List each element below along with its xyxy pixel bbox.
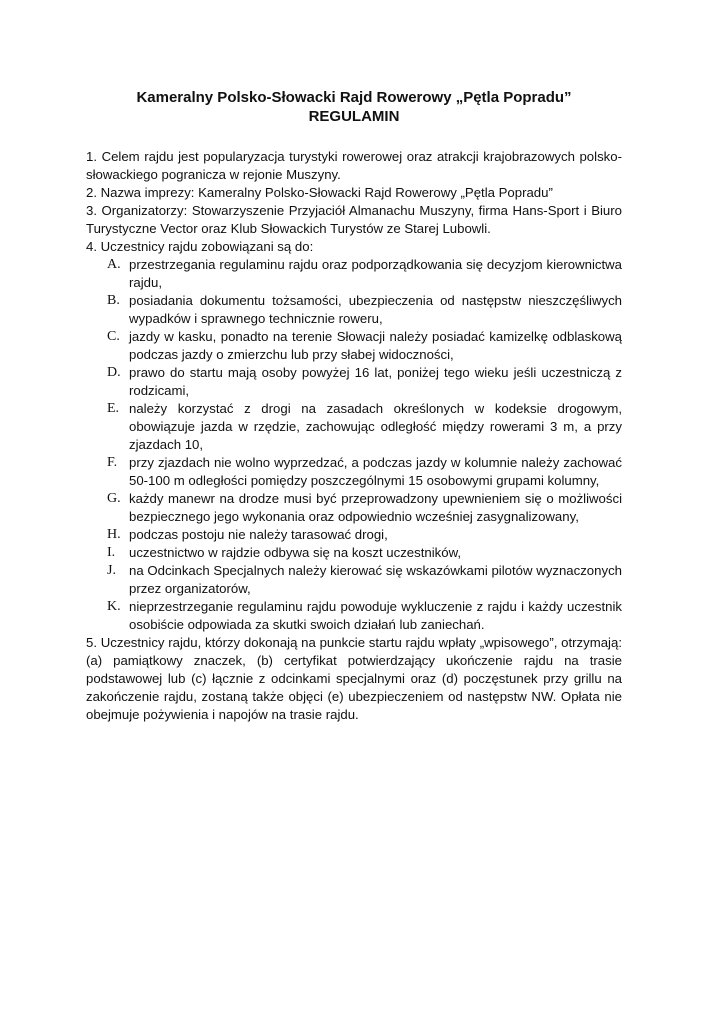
list-item xyxy=(86,364,622,400)
list-marker: F. xyxy=(107,455,118,470)
list-item xyxy=(86,490,622,526)
list-item-text: prawo do startu mają osoby powyżej 16 lat, poniżej tego wieku jeśli uczestniczą z rodzicami, xyxy=(129,365,622,398)
list-item-text: przestrzegania regulaminu rajdu oraz podporządkowania się decyzjom kierownictwa rajdu, xyxy=(129,257,622,290)
list-item-text: nieprzestrzeganie regulaminu rajdu powoduje wykluczenie z rajdu i każdy uczestnik osobiście odpowiada za skutki swoich działań lub zaniechań. xyxy=(129,599,622,632)
list-item xyxy=(86,454,622,490)
obligations-list xyxy=(86,256,622,634)
document-title: Kameralny Polsko-Słowacki Rajd Rowerowy „Pętla Popradu” xyxy=(136,89,572,106)
list-marker: J. xyxy=(107,563,116,578)
paragraph-4: 4. Uczestnicy rajdu zobowiązani są do: xyxy=(86,239,314,254)
list-marker: D. xyxy=(107,365,121,380)
list-marker: K. xyxy=(107,599,121,614)
list-marker: G. xyxy=(107,491,121,506)
list-item-text: jazdy w kasku, ponadto na terenie Słowacji należy posiadać kamizelkę odblaskową podczas jazdy o zmierzchu lub przy słabej widoczności, xyxy=(129,329,622,362)
list-item-text: każdy manewr na drodze musi być przeprowadzony upewnieniem się o możliwości bezpiecznego jego wykonania oraz odpowiednio wcześniej zasygnalizowany, xyxy=(129,491,622,524)
list-item xyxy=(86,562,622,598)
list-item xyxy=(86,400,622,454)
list-item-text: na Odcinkach Specjalnych należy kierować się wskazówkami pilotów wyznaczonych przez organizatorów, xyxy=(129,563,622,596)
list-marker: E. xyxy=(107,401,120,416)
list-item-text: uczestnictwo w rajdzie odbywa się na koszt uczestników, xyxy=(129,545,462,560)
paragraph-2: 2. Nazwa imprezy: Kameralny Polsko-Słowacki Rajd Rowerowy „Pętla Popradu” xyxy=(86,185,553,200)
list-item xyxy=(86,292,622,328)
list-marker: A. xyxy=(107,257,121,272)
list-item-text: podczas postoju nie należy tarasować drogi, xyxy=(129,527,388,542)
list-item xyxy=(86,598,622,634)
list-item-text: przy zjazdach nie wolno wyprzedzać, a podczas jazdy w kolumnie należy zachować 50-100 m odległości pomiędzy poszczególnymi 15 osobowymi grupami kolumny, xyxy=(129,455,622,488)
list-item xyxy=(86,328,622,364)
list-item-text: należy korzystać z drogi na zasadach określonych w kodeksie drogowym, obowiązuje jazda w rzędzie, zachowując odległość między rowerami 3 m, a przy zjazdach 10, xyxy=(129,401,622,452)
list-marker: B. xyxy=(107,293,120,308)
list-item-text: posiadania dokumentu tożsamości, ubezpieczenia od następstw nieszczęśliwych wypadków i sprawnego technicznie roweru, xyxy=(129,293,622,326)
list-marker: C. xyxy=(107,329,120,344)
list-marker: H. xyxy=(107,527,121,542)
paragraph-1: 1. Celem rajdu jest popularyzacja turystyki rowerowej oraz atrakcji krajobrazowych polsko-słowackiego pogranicza w rejonie Muszyny. xyxy=(86,149,622,182)
list-marker: I. xyxy=(107,545,116,560)
list-item xyxy=(86,256,622,292)
paragraph-5: 5. Uczestnicy rajdu, którzy dokonają na punkcie startu rajdu wpłaty „wpisowego”, otrzymają: (a) pamiątkowy znaczek, (b) certyfikat potwierdzający ukończenie rajdu na trasie podstawowej lub (c) łącznie z odcinkami specjalnymi oraz (d) poczęstunek przy grillu na zakończenie rajdu, zostaną także objęci (e) ubezpieczeniem od następstw NW. Opłata nie obejmuje pożywienia i napojów na trasie rajdu. xyxy=(86,635,622,722)
document-page xyxy=(86,88,622,724)
list-item xyxy=(86,544,622,562)
paragraph-3: 3. Organizatorzy: Stowarzyszenie Przyjaciół Almanachu Muszyny, firma Hans-Sport i Biuro Turystyczne Vector oraz Klub Słowackich Turystów ze Starej Lubowli. xyxy=(86,203,622,236)
list-item xyxy=(86,526,622,544)
document-subtitle: REGULAMIN xyxy=(308,108,400,125)
